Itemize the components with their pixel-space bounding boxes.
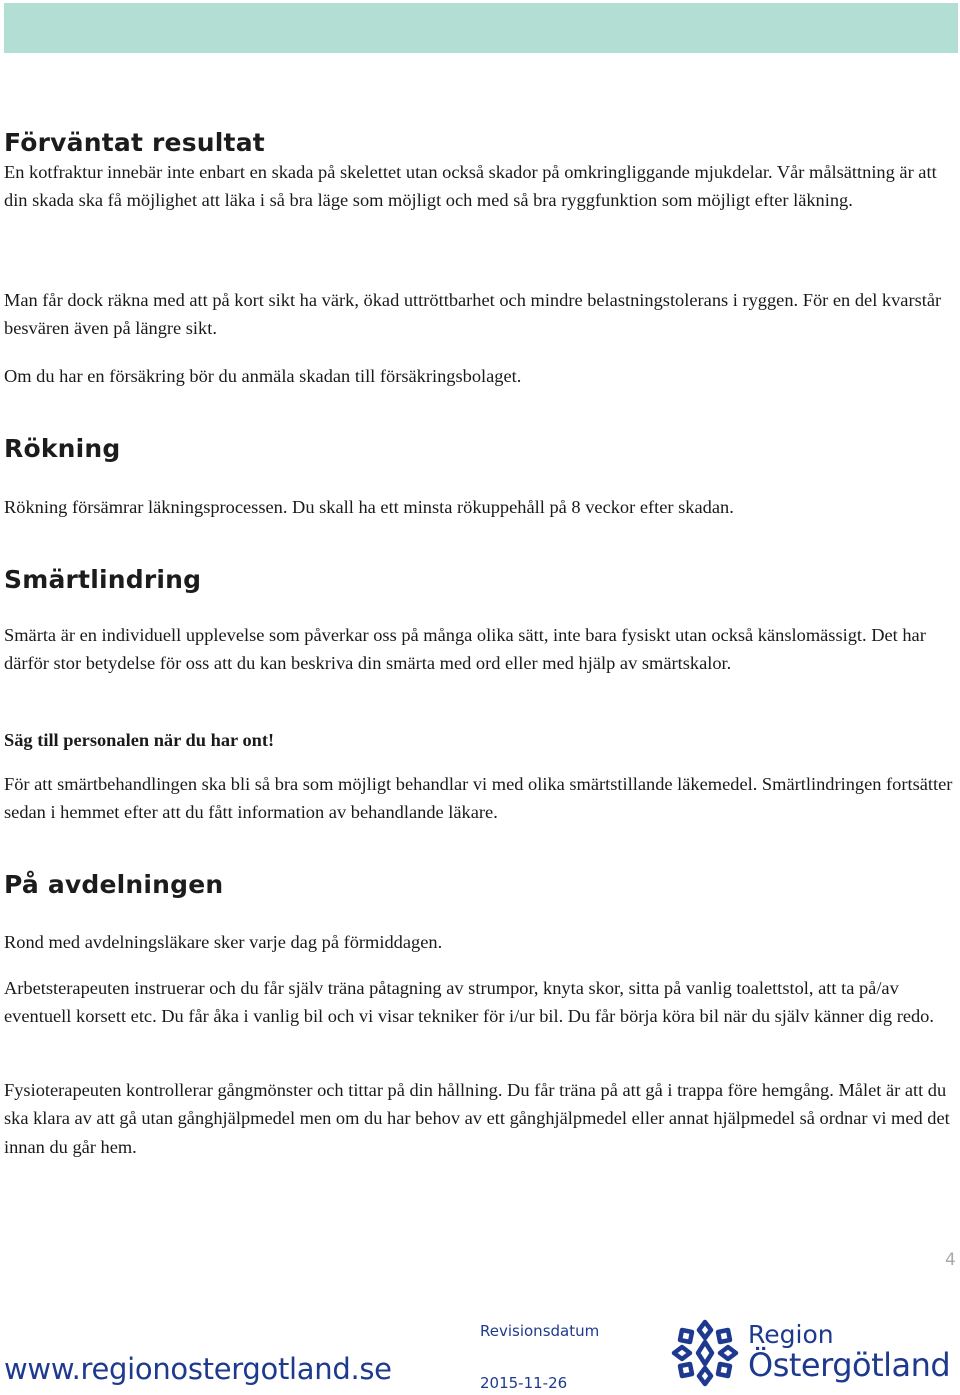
paragraph-resultat-1: En kotfraktur innebär inte enbart en skada på skelettet utan också skador på omkringliggande mjukdelar. Vår målsättning är att din skada ska få möjlighet att läka i så bra läge som möjligt och med så bra ryggfunktion som möjligt efter läkning. xyxy=(4,162,937,211)
revision-label: Revisionsdatum xyxy=(480,1322,600,1340)
paragraph-avdelningen-2: Arbetsterapeuten instruerar och du får själv träna påtagning av strumpor, knyta skor, sitta på vanlig toalettstol, att ta på/av eventuell korsett etc. Du får åka i vanlig bil och vi visar tekniker för i/ur bil. Du får börja köra bil när du själv känner dig redo. xyxy=(4,978,934,1027)
logo-text-ostergotland: Östergötland xyxy=(748,1346,951,1384)
header-band xyxy=(4,3,958,53)
heading-rokning: Rökning xyxy=(4,434,121,463)
heading-pa-avdelningen: På avdelningen xyxy=(4,870,224,899)
logo-text-region: Region xyxy=(748,1320,834,1349)
region-emblem-icon xyxy=(668,1316,742,1390)
paragraph-smartlindring-3: För att smärtbehandlingen ska bli så bra som möjligt behandlar vi med olika smärtstillande läkemedel. Smärtlindringen fortsätter sedan i hemmet efter att du fått information av behandlande läkare. xyxy=(4,774,953,823)
heading-forvantat-resultat: Förväntat resultat xyxy=(4,128,265,157)
region-logo xyxy=(668,1316,960,1392)
paragraph-resultat-2: Man får dock räkna med att på kort sikt ha värk, ökad uttröttbarhet och mindre belastningstolerans i ryggen. För en del kvarstår besvären även på längre sikt. xyxy=(4,290,942,339)
revision-date: 2015-11-26 xyxy=(480,1374,568,1392)
heading-smartlindring: Smärtlindring xyxy=(4,565,202,594)
paragraph-smartlindring-2: Säg till personalen när du har ont! xyxy=(4,730,275,750)
paragraph-resultat-3: Om du har en försäkring bör du anmäla skadan till försäkringsbolaget. xyxy=(4,366,522,386)
paragraph-avdelningen-3: Fysioterapeuten kontrollerar gångmönster och tittar på din hållning. Du får träna på att gå i trappa före hemgång. Målet är att du ska klara av att gå utan gånghjälpmedel men om du har behov av ett gånghjälpmedel eller annat hjälpmedel så ordnar vi med det innan du går hem. xyxy=(4,1080,950,1157)
paragraph-rokning-1: Rökning försämrar läkningsprocessen. Du skall ha ett minsta rökuppehåll på 8 veckor efter skadan. xyxy=(4,497,734,517)
paragraph-smartlindring-1: Smärta är en individuell upplevelse som påverkar oss på många olika sätt, inte bara fysiskt utan också känslomässigt. Det har därför stor betydelse för oss att du kan beskriva din smärta med ord eller med hjälp av smärtskalor. xyxy=(4,625,926,674)
page-number: 4 xyxy=(945,1250,956,1270)
paragraph-avdelningen-1: Rond med avdelningsläkare sker varje dag på förmiddagen. xyxy=(4,932,443,952)
footer-website-link[interactable]: www.regionostergotland.se xyxy=(4,1352,392,1386)
